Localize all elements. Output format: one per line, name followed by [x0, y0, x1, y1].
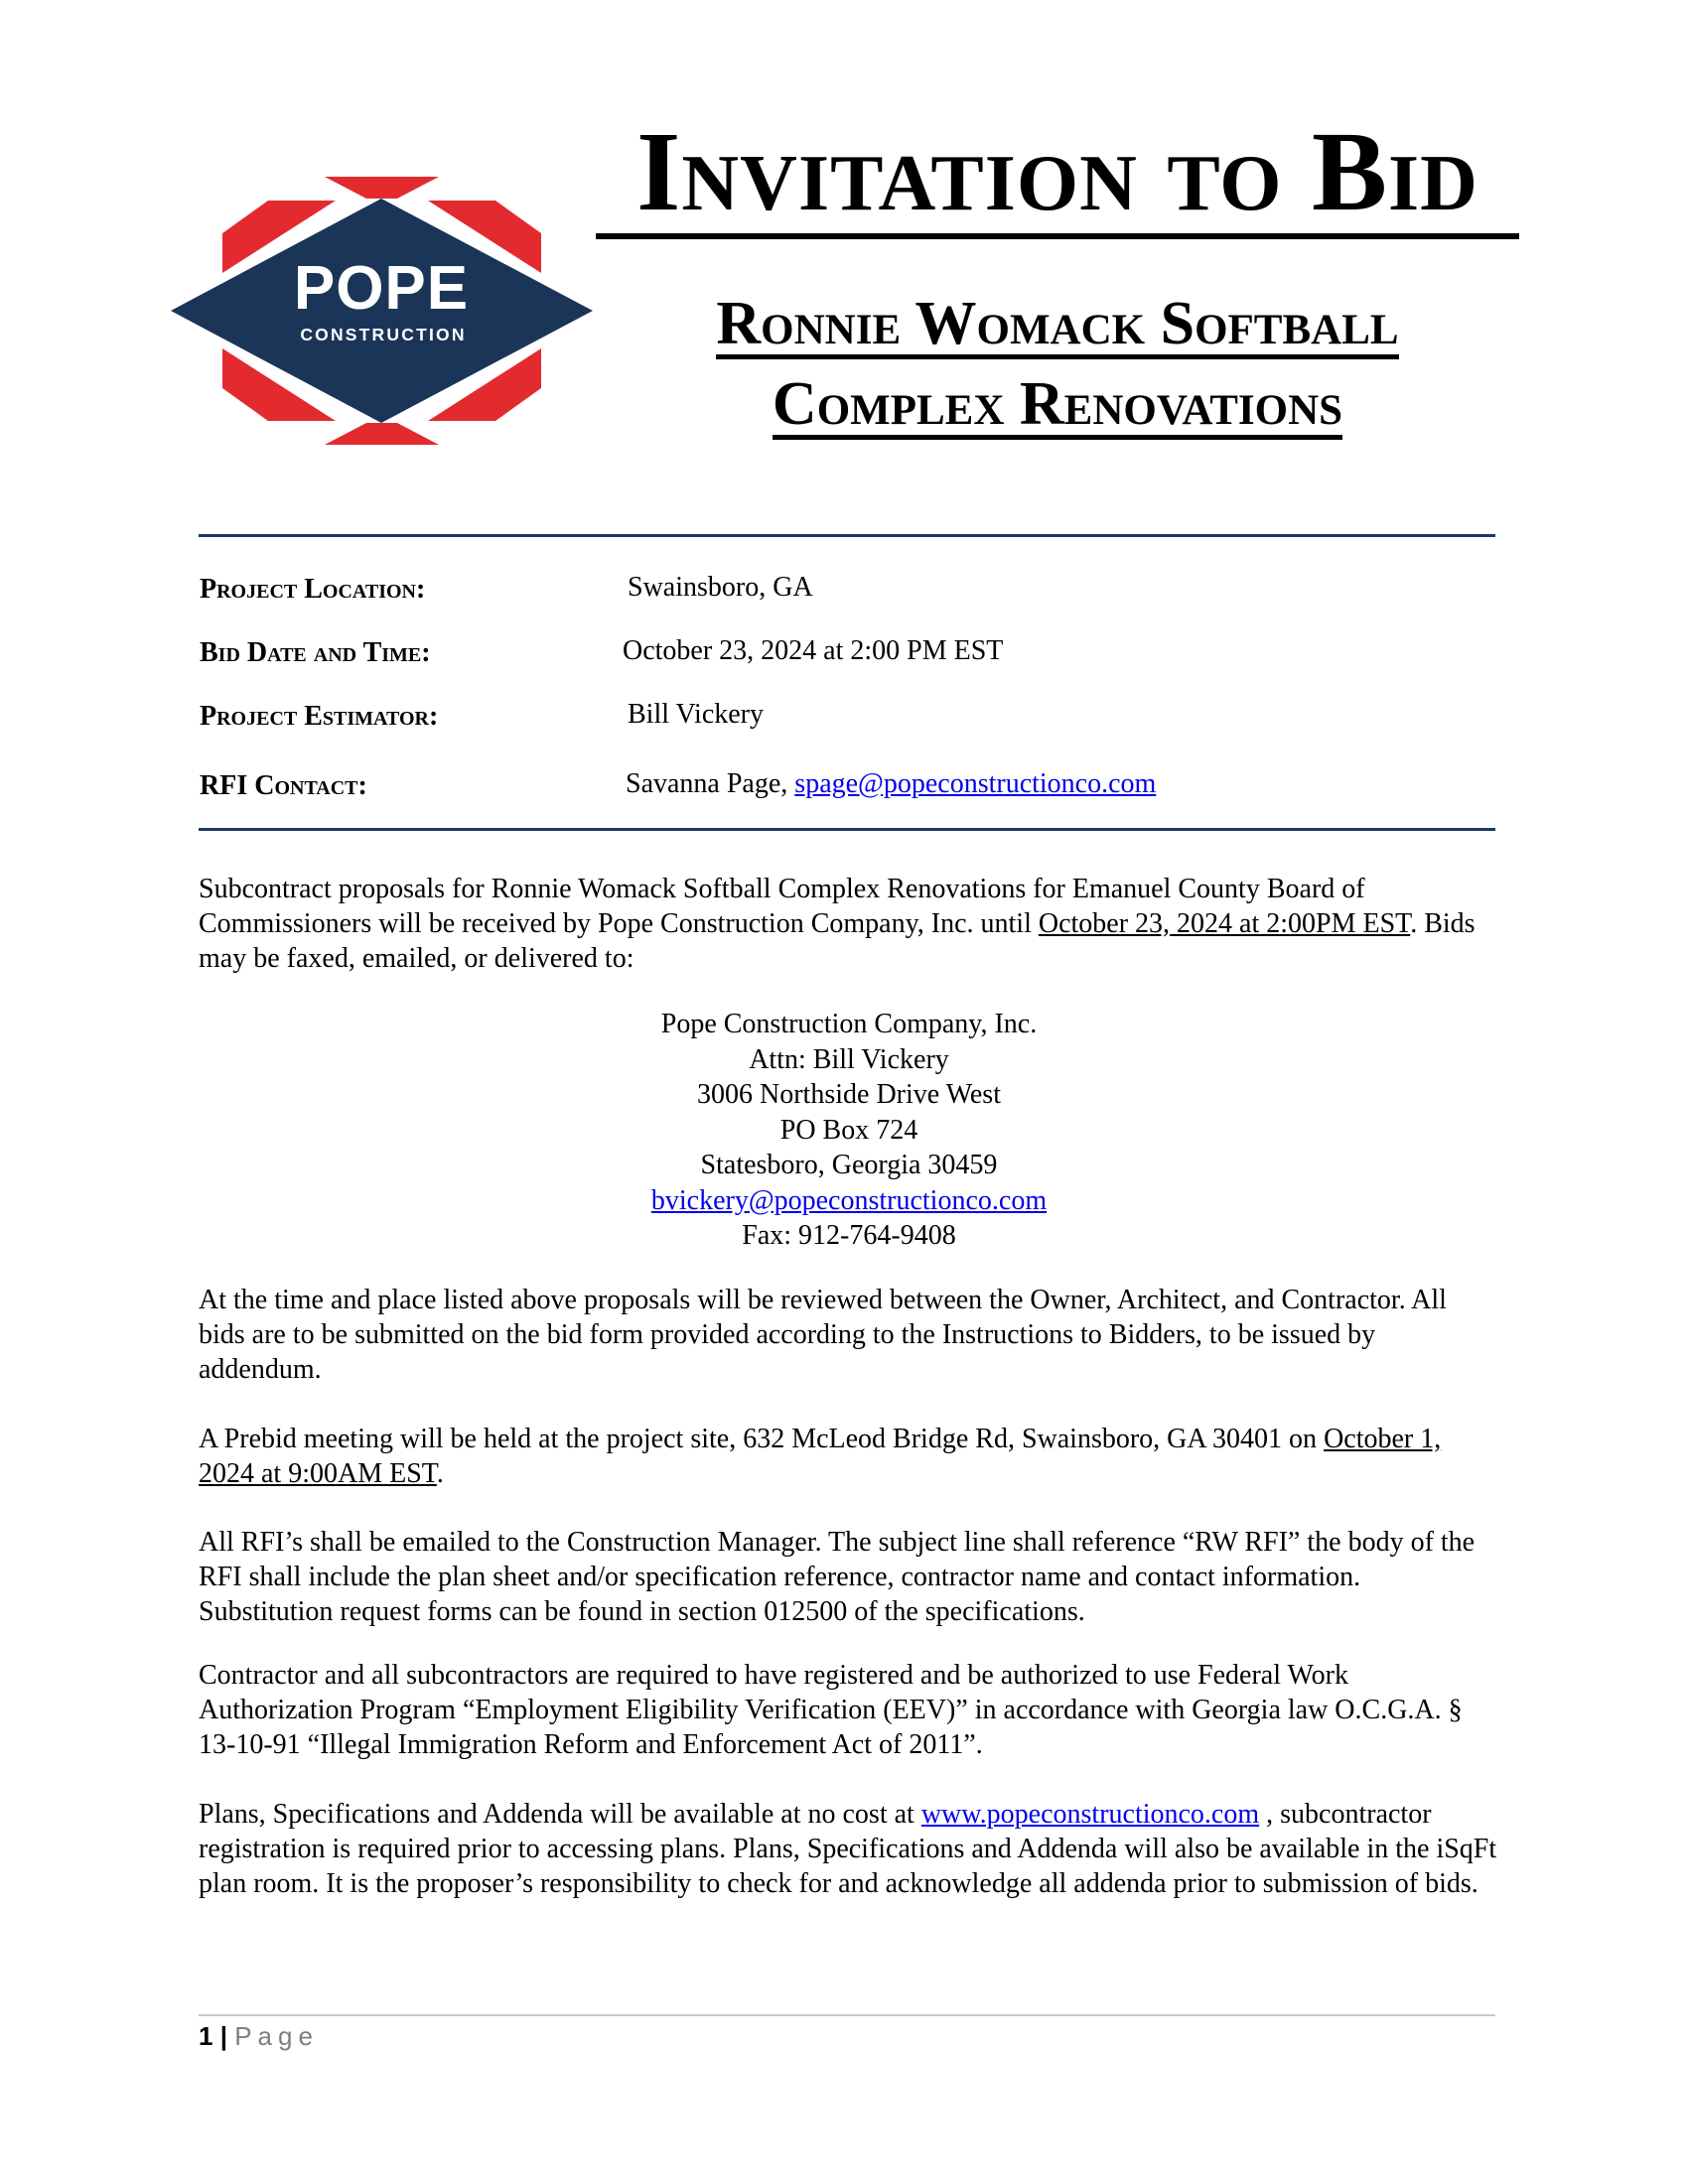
p6-text-end: , subcontractor registration is required prior to accessing plans. Plans, Specifications and Addenda will also be available in the iSqFt plan room. It is the proposer’s responsibility to check for and acknowledge all addenda prior to submission of bids. — [199, 1799, 1497, 1899]
bid-date-label: Bid Date and Time: — [200, 637, 431, 668]
project-title — [596, 290, 1519, 454]
paragraph-rfi — [199, 1525, 1499, 1629]
address-city: Statesboro, Georgia 30459 — [700, 1150, 998, 1180]
footer-divider — [199, 2014, 1495, 2016]
paragraph-review — [199, 1283, 1499, 1387]
p6-text: Plans, Specifications and Addenda will be available at no cost at — [199, 1799, 921, 1830]
page-label: Page — [234, 2021, 319, 2051]
address-street: 3006 Northside Drive West — [697, 1079, 1001, 1110]
p3-text-end: . — [436, 1458, 444, 1489]
address-pobox: PO Box 724 — [779, 1114, 918, 1146]
logo-name: POPE — [293, 254, 470, 323]
p1-text: Subcontract proposals for Ronnie Womack Softball Complex Renovations for Emanuel County Board of Commissioners will be received by Pope Construction Company, Inc. until — [199, 874, 1365, 939]
website-link[interactable]: www.popeconstructionco.com — [920, 1799, 1260, 1830]
p2-text: At the time and place listed above proposals will be reviewed between the Owner, Architect, and Contractor. All bids are to be submitted on the bid form provided according to the Instructions to Bidders, to be issued by addendum. — [199, 1285, 1447, 1385]
address-email-link[interactable]: bvickery@popeconstructionco.com — [650, 1184, 1048, 1216]
p4-text: All RFI’s shall be emailed to the Construction Manager. The subject line shall reference “RW RFI” the body of the RFI shall include the plan sheet and/or specification reference, contractor name and contact information. Substitution request forms can be found in section 012500 of the specifications. — [199, 1527, 1476, 1627]
logo-tagline: CONSTRUCTION — [300, 325, 467, 344]
rfi-contact-value — [626, 768, 1156, 800]
project-location-label: Project Location: — [200, 574, 426, 605]
paragraph-eev — [199, 1658, 1499, 1762]
p3-text: A Prebid meeting will be held at the project site, 632 McLeod Bridge Rd, Swainsboro, GA 30401 on — [199, 1424, 1325, 1454]
rfi-contact-email-link[interactable]: spage@popeconstructionco.com — [794, 768, 1157, 799]
rfi-contact-label: RFI Contact: — [200, 770, 367, 801]
delivery-address — [199, 1007, 1499, 1254]
paragraph-prebid — [199, 1422, 1499, 1491]
project-location-value: Swainsboro, GA — [628, 572, 813, 603]
p1-text-end: . Bids may be faxed, emailed, or delivered to: — [199, 908, 1476, 974]
bid-deadline: October 23, 2024 at 2:00PM EST — [1038, 908, 1411, 939]
project-title-line1: Ronnie Womack Softball — [716, 290, 1399, 357]
page-number: 1 — [199, 2021, 213, 2051]
pope-construction-logo — [171, 177, 593, 445]
footer-separator: | — [219, 2021, 227, 2051]
address-company: Pope Construction Company, Inc. — [660, 1009, 1038, 1039]
address-fax: Fax: 912-764-9408 — [742, 1220, 956, 1251]
bottom-divider — [199, 828, 1495, 831]
project-estimator-value: Bill Vickery — [628, 699, 765, 730]
address-attn: Attn: Bill Vickery — [749, 1043, 949, 1075]
project-estimator-label: Project Estimator: — [200, 701, 439, 732]
top-divider — [199, 534, 1495, 537]
document-title: Invitation to Bid — [596, 109, 1519, 239]
prebid-date: October 1, 2024 at 9:00AM EST — [199, 1424, 1442, 1489]
paragraph-plans — [199, 1797, 1499, 1901]
project-title-line2: Complex Renovations — [772, 370, 1343, 438]
bid-date-value: October 23, 2024 at 2:00 PM EST — [623, 635, 1004, 666]
page-footer — [199, 2021, 319, 2052]
paragraph-proposals — [199, 872, 1499, 976]
rfi-contact-name: Savanna Page, — [626, 768, 795, 799]
p5-text: Contractor and all subcontractors are required to have registered and be authorized to use Federal Work Authorization Program “Employment Eligibility Verification (EEV)” in accordance with Georgia law O.C.G.A. § 13-10-91 “Illegal Immigration Reform and Enforcement Act of 2011”. — [199, 1660, 1463, 1760]
